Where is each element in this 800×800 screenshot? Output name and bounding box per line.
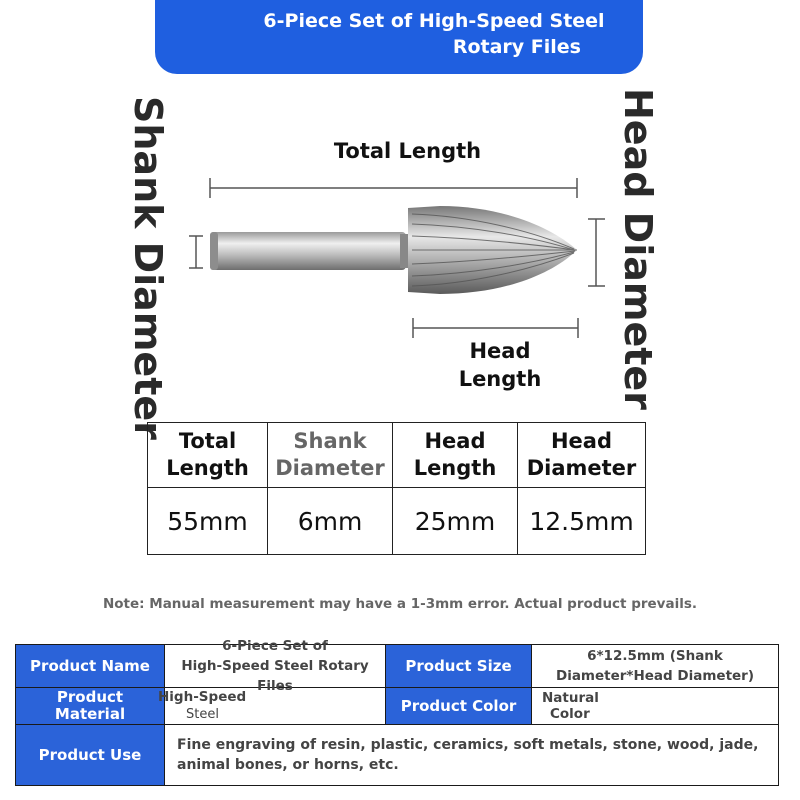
spec-table — [147, 422, 646, 555]
head-diameter-label: Head Diameter — [616, 88, 660, 410]
product-info-table — [15, 638, 779, 786]
header-text: Head — [550, 429, 613, 453]
value-text: 6-Piece Set of — [222, 638, 328, 654]
product-use-value — [165, 725, 779, 786]
head-length-label-line1: Head — [469, 339, 531, 363]
value-text: Natural — [542, 690, 599, 706]
product-size-value — [532, 645, 779, 688]
spec-value-cell: 55mm — [148, 488, 268, 555]
spec-value-cell: 12.5mm — [518, 488, 646, 555]
value-text: animal bones, or horns, etc. — [177, 757, 399, 773]
head-diameter-dimension-line — [588, 219, 605, 286]
head-length-dimension-line — [413, 318, 578, 338]
info-row — [16, 688, 779, 725]
product-color-label: Product Color — [386, 688, 532, 725]
head-length-label-line2: Length — [458, 367, 542, 391]
spec-header-cell — [148, 423, 268, 488]
header-text: Length — [166, 456, 249, 480]
value-text: Steel — [186, 707, 219, 722]
spec-header-cell — [268, 423, 393, 488]
value-text: 6*12.5mm (Shank — [587, 648, 723, 664]
product-use-label: Product Use — [16, 725, 165, 786]
rotary-file-image — [210, 206, 577, 294]
spec-table-header-row — [148, 423, 646, 488]
header-text: Shank — [293, 429, 367, 453]
spec-table-value-row — [148, 488, 646, 555]
value-text: Files — [257, 678, 293, 694]
header-text: Length — [413, 456, 497, 480]
label-text: Product — [56, 688, 124, 706]
product-name-value — [165, 638, 386, 694]
value-text: High-Speed Steel Rotary — [181, 658, 369, 674]
header-text: Diameter — [526, 456, 637, 480]
value-text: Fine engraving of resin, plastic, ceramics, soft metals, stone, wood, jade, — [177, 737, 759, 753]
total-length-dimension-line — [210, 178, 577, 198]
product-size-label: Product Size — [386, 645, 532, 688]
product-name-label: Product Name — [16, 645, 165, 688]
product-color-value — [532, 688, 779, 725]
header-text: Diameter — [275, 456, 385, 480]
spec-value-cell: 6mm — [268, 488, 393, 555]
spec-value-cell: 25mm — [393, 488, 518, 555]
spec-header-cell — [518, 423, 646, 488]
shank-diameter-dimension-line — [189, 236, 203, 268]
value-text: Diameter*Head Diameter) — [555, 668, 755, 684]
label-text: Material — [54, 705, 126, 723]
value-text: High-Speed — [158, 689, 247, 705]
header-text: Head — [424, 429, 486, 453]
value-text: Color — [550, 706, 590, 722]
total-length-label: Total Length — [333, 139, 482, 163]
spec-header-cell — [393, 423, 518, 488]
info-row — [16, 645, 779, 688]
banner-title-line2: Rotary Files — [452, 36, 581, 58]
header-text: Total — [178, 429, 237, 453]
measurement-note: Note: Manual measurement may have a 1-3mm error. Actual product prevails. — [102, 596, 698, 612]
info-row — [16, 725, 779, 786]
banner-title-line1: 6-Piece Set of High-Speed Steel — [263, 10, 605, 32]
shank-diameter-label: Shank Diameter — [126, 96, 170, 440]
product-material-label — [16, 688, 165, 725]
